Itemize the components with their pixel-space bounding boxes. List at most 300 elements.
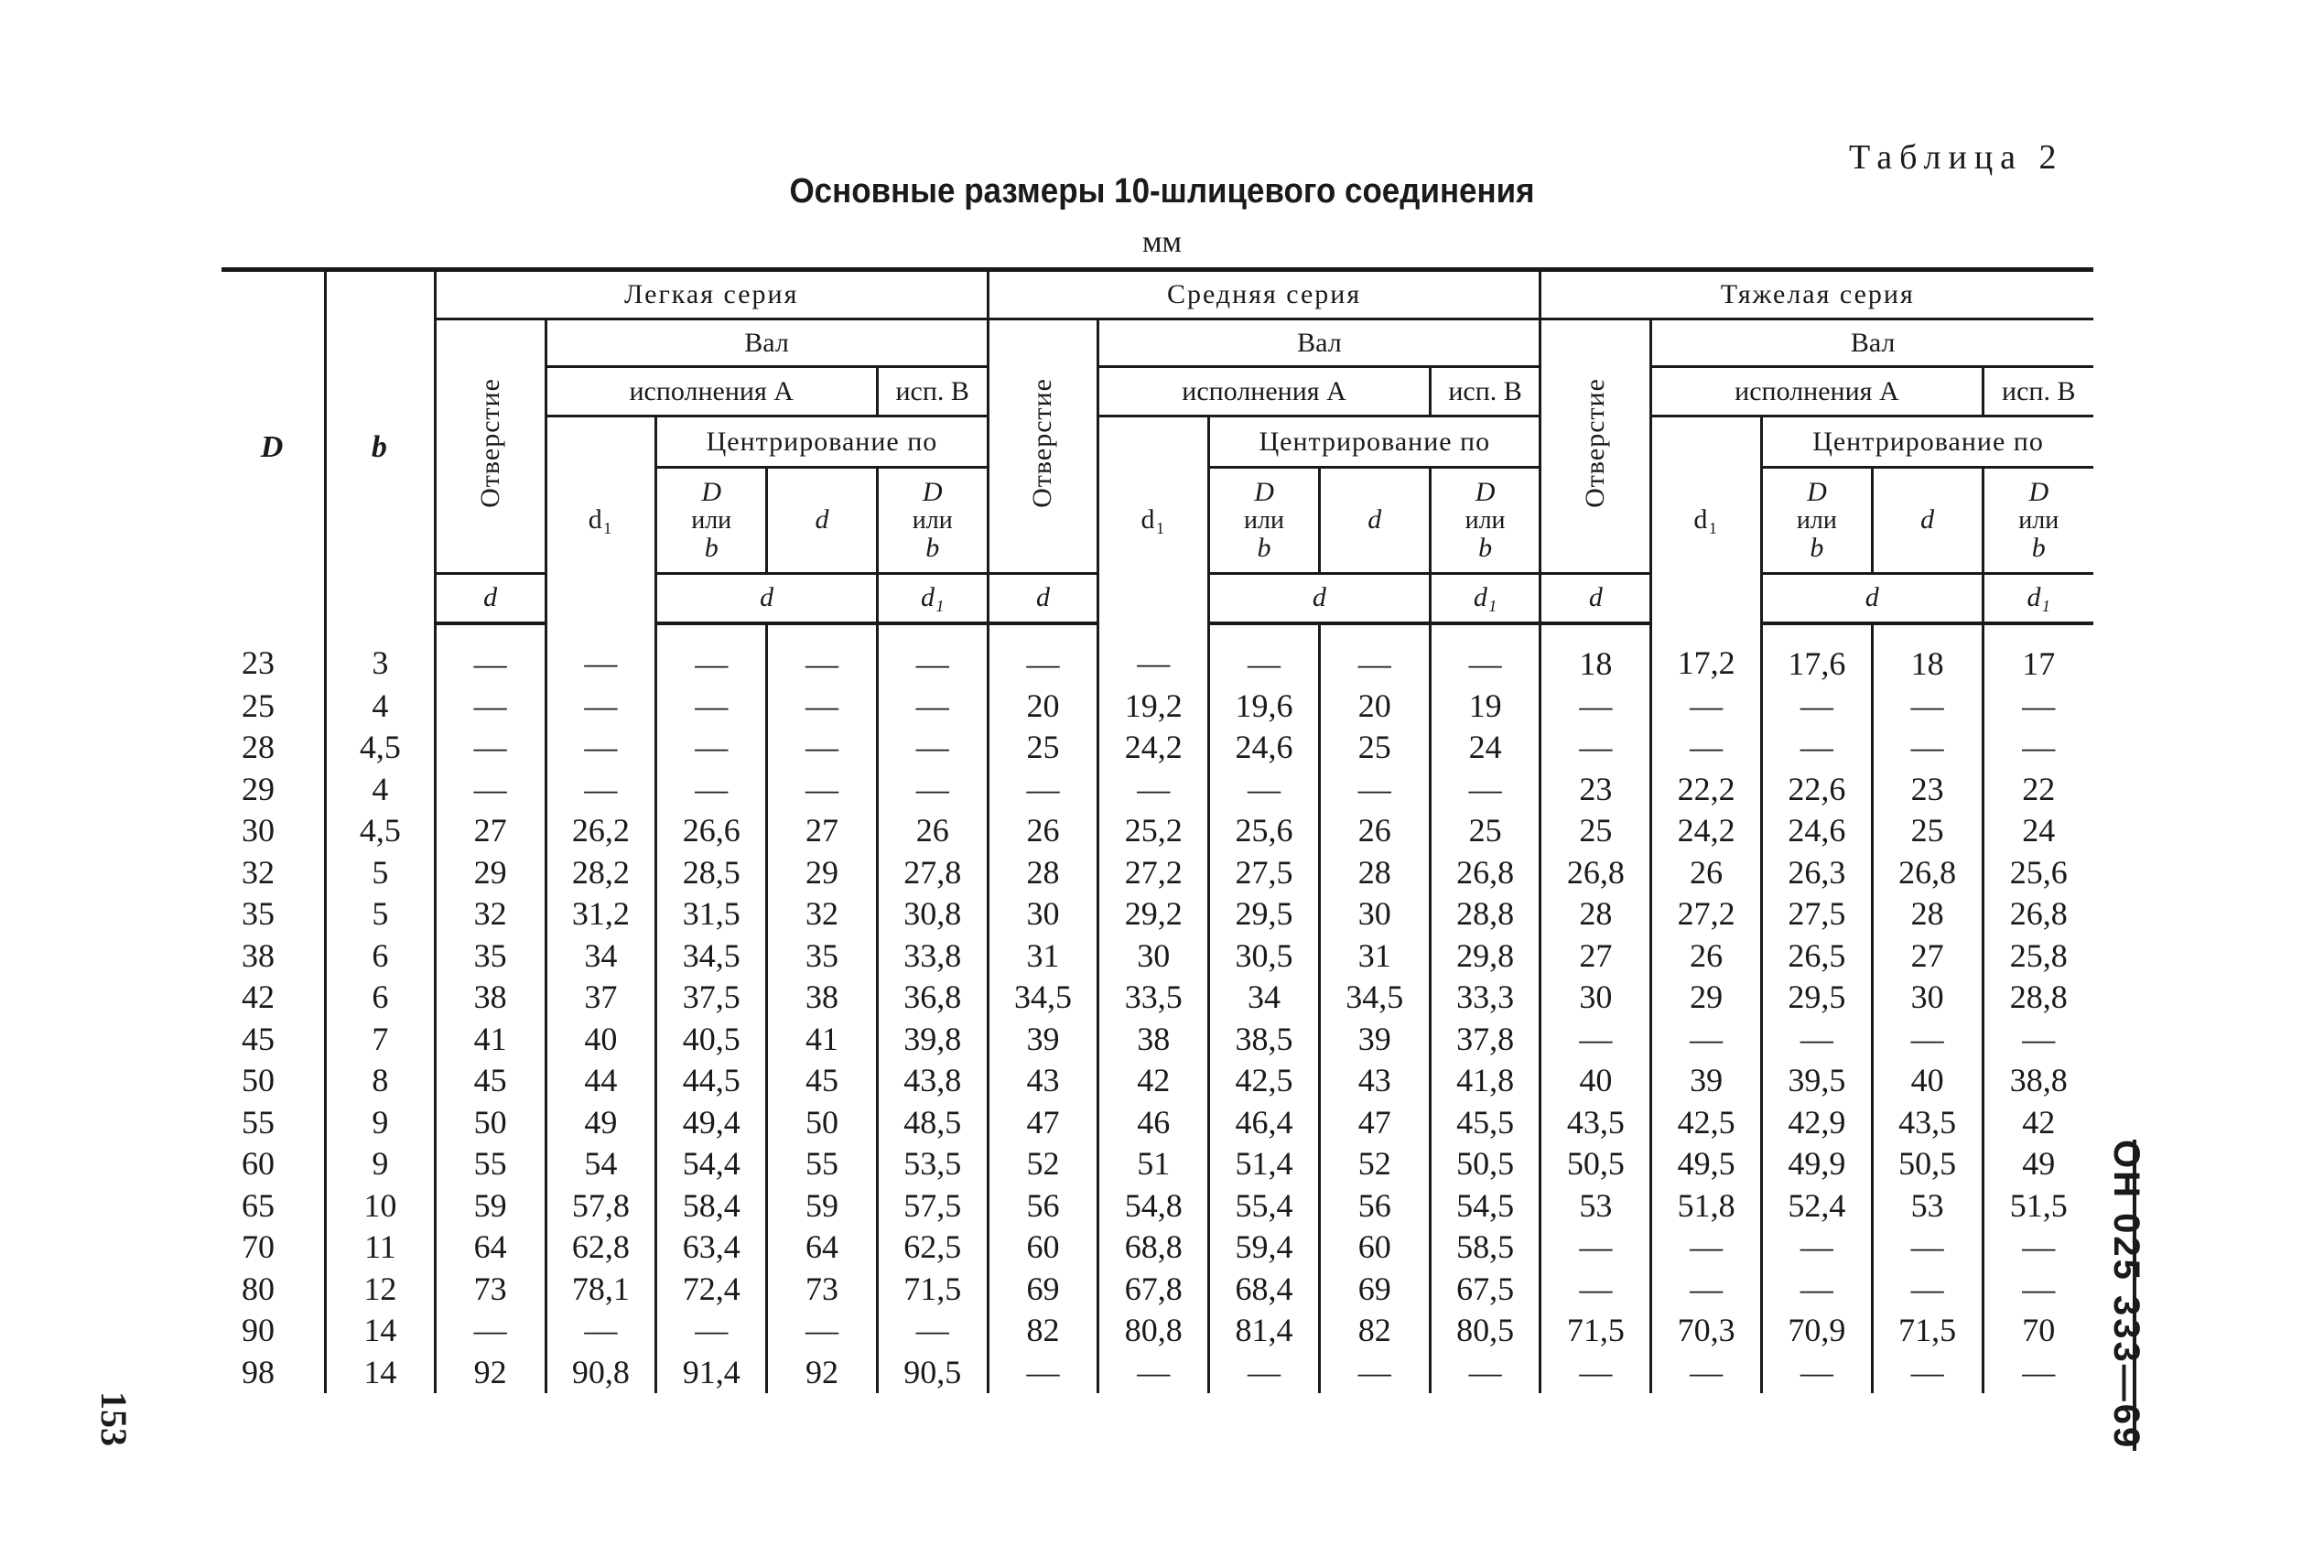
table-cell: 29,2 [1098, 893, 1209, 935]
header-centering-light: Центрирование по [656, 416, 988, 468]
table-row [222, 768, 2093, 810]
table-cell: — [1872, 1018, 1983, 1060]
table-cell: 41 [435, 1018, 546, 1060]
table-cell: 54,5 [1430, 1184, 1540, 1227]
table-cell: — [767, 623, 878, 686]
table-cell: — [1540, 1268, 1651, 1310]
table-cell: 23 [1540, 768, 1651, 810]
table-row [222, 893, 2093, 935]
cell-b: 4 [326, 768, 436, 810]
table-cell: 69 [1319, 1268, 1430, 1310]
table-cell: 32 [767, 893, 878, 935]
table-cell: 34,5 [1319, 977, 1430, 1019]
table-cell: 64 [767, 1227, 878, 1269]
table-cell: — [1983, 685, 2093, 727]
table-cell: 40 [546, 1018, 656, 1060]
table-cell: 50,5 [1872, 1143, 1983, 1185]
table-cell: — [767, 768, 878, 810]
table-cell: 33,8 [877, 935, 988, 977]
table-cell: — [1098, 768, 1209, 810]
unit-hole-light: d [435, 574, 546, 623]
table-cell: 35 [435, 935, 546, 977]
header-exec-a-medium: исполнения А [1098, 367, 1430, 416]
table-cell: 54 [546, 1143, 656, 1185]
table-cell: 26 [988, 810, 1098, 852]
table-cell: 33,3 [1430, 977, 1540, 1019]
cell-b: 9 [326, 1101, 436, 1143]
table-cell: — [1319, 768, 1430, 810]
table-cell: 50,5 [1430, 1143, 1540, 1185]
table-cell: — [1540, 1018, 1651, 1060]
header-centering-medium: Центрирование по [1209, 416, 1540, 468]
table-cell: — [435, 1310, 546, 1352]
table-cell: 27 [1872, 935, 1983, 977]
table-cell: 28 [1872, 893, 1983, 935]
table-cell: 19,6 [1209, 685, 1320, 727]
table-cell: 91,4 [656, 1351, 767, 1393]
table-cell: 31,5 [656, 893, 767, 935]
document-code: ОН 025 333—69 [2106, 1140, 2146, 1451]
table-row [222, 727, 2093, 769]
table-cell: 92 [767, 1351, 878, 1393]
table-cell: — [656, 1310, 767, 1352]
header-series-heavy: Тяжелая серия [1540, 270, 2093, 319]
table-row [222, 1184, 2093, 1227]
table-cell: 32 [435, 893, 546, 935]
table-cell: — [1319, 623, 1430, 686]
sub-D: D [1475, 476, 1496, 507]
table-cell: 55,4 [1209, 1184, 1320, 1227]
unit-centering-light: d [656, 574, 878, 623]
header-shaft-light: Вал [546, 319, 988, 367]
table-cell: — [1872, 727, 1983, 769]
table-cell: 70,9 [1762, 1310, 1873, 1352]
table-cell: — [1651, 1351, 1762, 1393]
table-cell: 35 [767, 935, 878, 977]
table-cell: 52,4 [1762, 1184, 1873, 1227]
table-cell: 39,8 [877, 1018, 988, 1060]
header-exec-a-heavy: исполнения А [1651, 367, 1983, 416]
table-cell: 90,5 [877, 1351, 988, 1393]
table-cell: 30,8 [877, 893, 988, 935]
table-cell: — [1762, 685, 1873, 727]
table-cell: 49 [1983, 1143, 2093, 1185]
table-cell: 78,1 [546, 1268, 656, 1310]
cell-b: 11 [326, 1227, 436, 1269]
table-cell: 27 [767, 810, 878, 852]
table-cell: 34 [1209, 977, 1320, 1019]
table-cell: 28,5 [656, 851, 767, 893]
cell-D: 29 [242, 770, 275, 807]
table-cell: — [1209, 623, 1320, 686]
table-cell: 26 [1651, 851, 1762, 893]
table-cell: 45,5 [1430, 1101, 1540, 1143]
table-cell: 56 [1319, 1184, 1430, 1227]
table-cell: 62,8 [546, 1227, 656, 1269]
table-cell: 60 [988, 1227, 1098, 1269]
table-cell: 25,8 [1983, 935, 2093, 977]
table-cell: — [1872, 1351, 1983, 1393]
table-cell: 53 [1872, 1184, 1983, 1227]
header-hole-light [435, 319, 546, 574]
cell-D: 23 [242, 644, 275, 682]
table-cell: — [656, 623, 767, 686]
table-cell: — [1651, 1268, 1762, 1310]
sub-ili: или [1796, 505, 1837, 535]
table-cell: 22,6 [1762, 768, 1873, 810]
table-cell: 50,5 [1540, 1143, 1651, 1185]
table-cell: 50 [435, 1101, 546, 1143]
table-cell: — [1209, 1351, 1320, 1393]
table-cell: 40 [1872, 1060, 1983, 1102]
table-cell: 26,5 [1762, 935, 1873, 977]
table-cell: 60 [1319, 1227, 1430, 1269]
table-cell: — [1762, 1227, 1873, 1269]
table-cell: 24,6 [1762, 810, 1873, 852]
table-row [222, 623, 2093, 686]
table-cell: 29,5 [1762, 977, 1873, 1019]
sub-D: D [922, 476, 943, 507]
table-cell: — [1762, 1018, 1873, 1060]
sub-D: D [1254, 476, 1274, 507]
table-cell: — [1983, 1268, 2093, 1310]
table-cell: 39 [1651, 1060, 1762, 1102]
table-cell: 29 [435, 851, 546, 893]
table-cell: 67,8 [1098, 1268, 1209, 1310]
header-shaft-medium: Вал [1098, 319, 1540, 367]
spline-dimensions-table [222, 267, 2093, 1393]
table-cell: 52 [1319, 1143, 1430, 1185]
table-cell: — [1762, 1351, 1873, 1393]
table-cell: 82 [1319, 1310, 1430, 1352]
table-cell: — [877, 727, 988, 769]
table-cell: 20 [988, 685, 1098, 727]
table-cell: 25 [1872, 810, 1983, 852]
header-hole-medium [988, 319, 1098, 574]
table-cell: 18 [1872, 623, 1983, 686]
table-cell: 18 [1540, 623, 1651, 686]
header-hole-text: Отверстие [474, 377, 505, 508]
header-b: b [326, 270, 436, 623]
table-cell: 54,4 [656, 1143, 767, 1185]
table-cell: 28 [988, 851, 1098, 893]
table-cell: 43 [988, 1060, 1098, 1102]
table-cell: — [1430, 1351, 1540, 1393]
cell-b: 7 [326, 1018, 436, 1060]
table-cell: 26,3 [1762, 851, 1873, 893]
table-cell: 24,6 [1209, 727, 1320, 769]
table-cell: 52 [988, 1143, 1098, 1185]
unit-exec-b-heavy: d₁ [1983, 574, 2093, 623]
table-cell: 28 [1319, 851, 1430, 893]
table-cell: 40 [1540, 1060, 1651, 1102]
table-cell: — [1430, 623, 1540, 686]
table-cell: 30 [1872, 977, 1983, 1019]
table-cell: — [435, 685, 546, 727]
header-d-or-b [1983, 468, 2093, 574]
table-cell: 39,5 [1762, 1060, 1873, 1102]
table-cell: 19,2 [1098, 685, 1209, 727]
table-cell: — [1540, 727, 1651, 769]
table-cell: — [656, 685, 767, 727]
table-cell: — [546, 727, 656, 769]
cell-b: 12 [326, 1268, 436, 1310]
table-row [222, 1268, 2093, 1310]
table-cell: 39 [988, 1018, 1098, 1060]
table-cell: 44 [546, 1060, 656, 1102]
header-series-medium: Средняя серия [988, 270, 1540, 319]
table-cell: 25,6 [1209, 810, 1320, 852]
unit-centering-medium: d [1209, 574, 1431, 623]
cell-D: 80 [242, 1270, 275, 1307]
table-cell: 38 [435, 977, 546, 1019]
cell-b: 3 [326, 623, 436, 686]
table-cell: 49,4 [656, 1101, 767, 1143]
table-cell: 42,9 [1762, 1101, 1873, 1143]
cell-D: 60 [242, 1145, 275, 1183]
table-cell: — [767, 727, 878, 769]
table-cell: — [767, 685, 878, 727]
cell-b: 6 [326, 977, 436, 1019]
table-cell: 51,5 [1983, 1184, 2093, 1227]
header-exec-b-medium: исп. В [1430, 367, 1540, 416]
table-cell: 46 [1098, 1101, 1209, 1143]
table-cell: 90,8 [546, 1351, 656, 1393]
table-cell: 43,8 [877, 1060, 988, 1102]
table-cell: 37,5 [656, 977, 767, 1019]
table-cell: 37,8 [1430, 1018, 1540, 1060]
sub-b: b [704, 532, 719, 563]
cell-D: 50 [242, 1062, 275, 1099]
table-cell: 42,5 [1651, 1101, 1762, 1143]
table-cell: 28,2 [546, 851, 656, 893]
table-cell: 43,5 [1872, 1101, 1983, 1143]
table-row [222, 1143, 2093, 1185]
table-row [222, 1018, 2093, 1060]
header-d1-heavy: d₁ [1651, 416, 1762, 623]
table-cell: — [1983, 1351, 2093, 1393]
table-cell: — [1651, 727, 1762, 769]
table-cell: 40,5 [656, 1018, 767, 1060]
table-cell: 29 [1651, 977, 1762, 1019]
table-cell: 42,5 [1209, 1060, 1320, 1102]
table-cell: — [1983, 1018, 2093, 1060]
table-cell: 27 [1540, 935, 1651, 977]
table-cell: 92 [435, 1351, 546, 1393]
table-cell: — [546, 623, 656, 686]
unit-exec-b-light: d₁ [877, 574, 988, 623]
cell-D: 25 [242, 687, 275, 724]
table-cell: 59 [435, 1184, 546, 1227]
table-cell: 30 [988, 893, 1098, 935]
header-d [1319, 468, 1430, 574]
table-cell: — [1098, 623, 1209, 686]
table-cell: 26,8 [1540, 851, 1651, 893]
header-shaft-heavy: Вал [1651, 319, 2093, 367]
table-cell: 34 [546, 935, 656, 977]
header-exec-b-light: исп. В [877, 367, 988, 416]
table-cell: 46,4 [1209, 1101, 1320, 1143]
table-cell: 19 [1430, 685, 1540, 727]
table-cell: — [988, 1351, 1098, 1393]
table-cell: — [1540, 1227, 1651, 1269]
table-cell: 62,5 [877, 1227, 988, 1269]
table-cell: 28,8 [1983, 977, 2093, 1019]
header-d-or-b [1209, 468, 1320, 574]
sub-D: D [701, 476, 722, 507]
table-cell: 72,4 [656, 1268, 767, 1310]
table-cell: 43 [1319, 1060, 1430, 1102]
header-exec-b-heavy: исп. В [1983, 367, 2093, 416]
table-cell: — [1651, 1227, 1762, 1269]
table-row [222, 1101, 2093, 1143]
table-cell: 73 [435, 1268, 546, 1310]
table-cell: 82 [988, 1310, 1098, 1352]
cell-D: 42 [242, 979, 275, 1016]
table-cell: — [1983, 727, 2093, 769]
table-cell: 59 [767, 1184, 878, 1227]
cell-b: 4,5 [326, 810, 436, 852]
cell-b: 5 [326, 851, 436, 893]
table-cell: 45 [435, 1060, 546, 1102]
sub-ili: или [1465, 505, 1506, 535]
table-cell: 30 [1540, 977, 1651, 1019]
table-cell: 80,5 [1430, 1310, 1540, 1352]
table-cell: 53 [1540, 1184, 1651, 1227]
cell-b: 5 [326, 893, 436, 935]
table-row [222, 685, 2093, 727]
table-cell: 73 [767, 1268, 878, 1310]
cell-D: 70 [242, 1228, 275, 1266]
table-cell: 28,8 [1430, 893, 1540, 935]
sub-d: d [815, 504, 829, 535]
table-cell: 38,8 [1983, 1060, 2093, 1102]
table-cell: — [1209, 768, 1320, 810]
sub-ili: или [1244, 505, 1284, 535]
table-cell: 27,5 [1762, 893, 1873, 935]
table-cell: 81,4 [1209, 1310, 1320, 1352]
header-hole-heavy [1540, 319, 1651, 574]
table-cell: 26 [1651, 935, 1762, 977]
table-cell: 38 [1098, 1018, 1209, 1060]
unit-centering-heavy: d [1762, 574, 1984, 623]
page-number: 153 [93, 1391, 135, 1446]
table-cell: 26,2 [546, 810, 656, 852]
table-cell: — [877, 768, 988, 810]
table-cell: 27,2 [1098, 851, 1209, 893]
sub-D: D [1807, 476, 1827, 507]
sub-D: D [2028, 476, 2049, 507]
table-cell: 50 [767, 1101, 878, 1143]
cell-D: 32 [242, 853, 275, 891]
table-cell: 25 [1319, 727, 1430, 769]
header-series-light: Легкая серия [435, 270, 988, 319]
cell-D: 35 [242, 895, 275, 933]
table-cell: 29 [767, 851, 878, 893]
unit-hole-heavy: d [1540, 574, 1651, 623]
table-cell: 26,8 [1983, 893, 2093, 935]
table-cell: 17,6 [1762, 623, 1873, 686]
table-row [222, 810, 2093, 852]
cell-D: 65 [242, 1186, 275, 1224]
table-cell: 25 [988, 727, 1098, 769]
unit-hole-medium: d [988, 574, 1098, 623]
table-cell: 25 [1430, 810, 1540, 852]
table-cell: 64 [435, 1227, 546, 1269]
table-cell: 34,5 [656, 935, 767, 977]
table-cell: 29,8 [1430, 935, 1540, 977]
sub-ili: или [912, 505, 953, 535]
table-cell: — [1872, 1227, 1983, 1269]
table-cell: — [1872, 685, 1983, 727]
table-row [222, 977, 2093, 1019]
header-d-or-b [1762, 468, 1873, 574]
table-cell: 26,8 [1872, 851, 1983, 893]
table-cell: 49 [546, 1101, 656, 1143]
table-row [222, 935, 2093, 977]
cell-b: 9 [326, 1143, 436, 1185]
table-cell: 44,5 [656, 1060, 767, 1102]
table-cell: 22 [1983, 768, 2093, 810]
table-row [222, 1060, 2093, 1102]
table-cell: 17,2 [1651, 623, 1762, 686]
table-cell: 69 [988, 1268, 1098, 1310]
table-cell: — [1319, 1351, 1430, 1393]
table-cell: 47 [988, 1101, 1098, 1143]
table-cell: 24 [1430, 727, 1540, 769]
table-cell: — [1762, 1268, 1873, 1310]
sub-d: d [1367, 504, 1382, 535]
table-cell: — [1098, 1351, 1209, 1393]
table-cell: 55 [435, 1143, 546, 1185]
table-cell: — [656, 768, 767, 810]
table-cell: 24,2 [1651, 810, 1762, 852]
table-cell: 24,2 [1098, 727, 1209, 769]
table-cell: — [988, 768, 1098, 810]
table-cell: 25,6 [1983, 851, 2093, 893]
header-hole-text: Отверстие [1027, 377, 1058, 508]
table-cell: 27,2 [1651, 893, 1762, 935]
table-cell: 25 [1540, 810, 1651, 852]
table-cell: 22,2 [1651, 768, 1762, 810]
table-cell: 41 [767, 1018, 878, 1060]
cell-D: 98 [242, 1353, 275, 1390]
sub-b: b [1257, 532, 1271, 563]
cell-D: 28 [242, 729, 275, 766]
table-cell: 58,5 [1430, 1227, 1540, 1269]
cell-b: 4 [326, 685, 436, 727]
table-row [222, 1310, 2093, 1352]
table-cell: — [988, 623, 1098, 686]
table-cell: 28 [1540, 893, 1651, 935]
table-cell: 26 [877, 810, 988, 852]
table-cell: — [435, 623, 546, 686]
table-cell: — [1540, 1351, 1651, 1393]
table-cell: 33,5 [1098, 977, 1209, 1019]
table-cell: 38 [767, 977, 878, 1019]
table-cell: 31,2 [546, 893, 656, 935]
table-cell: 67,5 [1430, 1268, 1540, 1310]
table-cell: 27,5 [1209, 851, 1320, 893]
header-d1-medium: d₁ [1098, 416, 1209, 623]
sub-b: b [925, 532, 940, 563]
table-cell: 42 [1098, 1060, 1209, 1102]
header-centering-heavy: Центрирование по [1762, 416, 2093, 468]
sub-b: b [1810, 532, 1824, 563]
table-cell: — [877, 623, 988, 686]
table-cell: — [546, 685, 656, 727]
table-cell: 51,4 [1209, 1143, 1320, 1185]
